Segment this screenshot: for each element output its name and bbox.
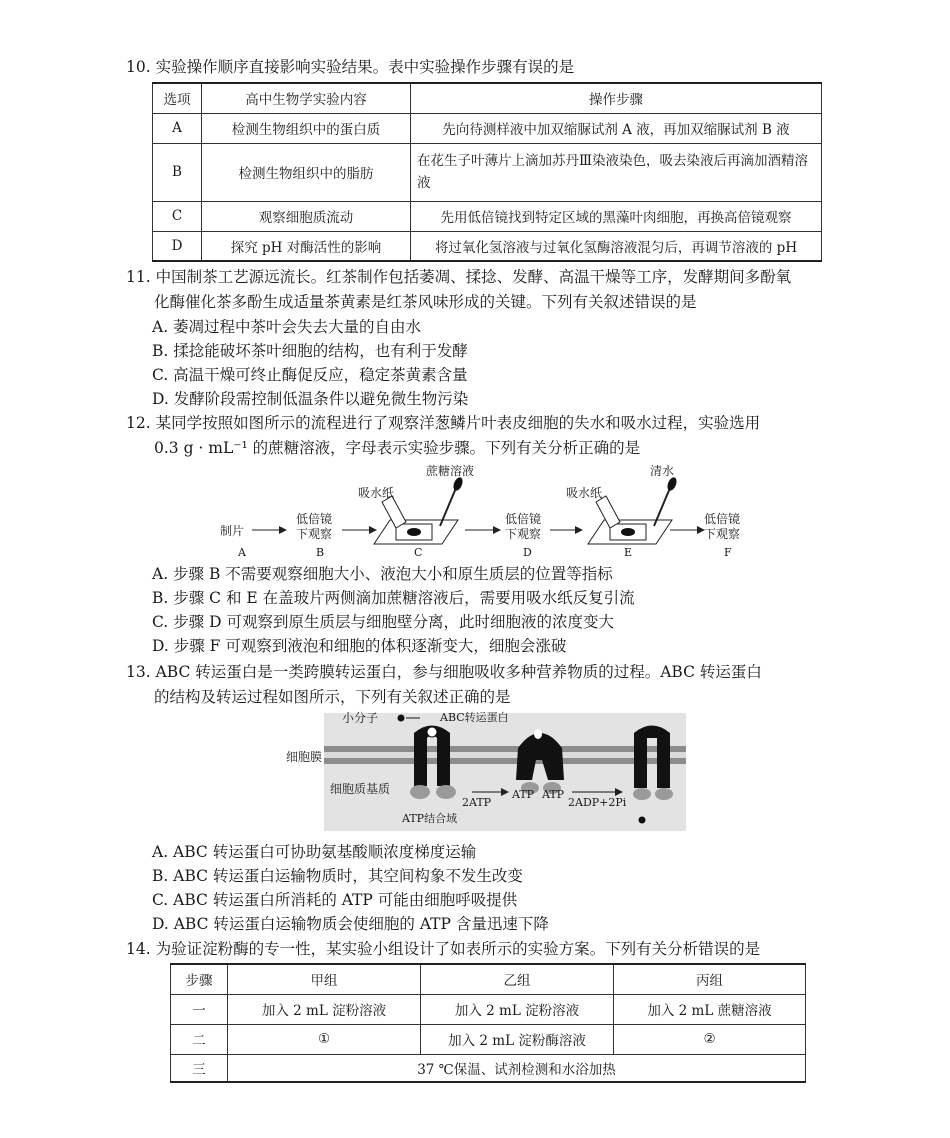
label-lowmag-d: [505, 512, 541, 542]
label-atp-b: ATP: [542, 788, 565, 801]
label-cytoplasm: 细胞质基质: [330, 782, 391, 796]
q10-cell: A: [153, 113, 202, 143]
q14-stem: 14. 为验证淀粉酶的专一性，某实验小组设计了如表所示的实验方案。下列有关分析错误的是: [126, 940, 761, 958]
q11-option-a: A. 萎凋过程中茶叶会失去大量的自由水: [152, 318, 422, 336]
q10-cell: 观察细胞质流动: [202, 201, 411, 231]
q10-cell: 将过氧化氢溶液与过氧化氢酶溶液混匀后，再调节溶液的 pH: [411, 231, 822, 261]
q12-option-d: D. 步骤 F 可观察到液泡和细胞的体积逐渐变大，细胞会涨破: [152, 637, 567, 655]
label-adp-pi: 2ADP+2Pi: [568, 796, 627, 809]
membrane-core: [324, 752, 686, 758]
label-lowmag-d-2: 下观察: [505, 527, 542, 541]
q13-option-a: A. ABC 转运蛋白可协助氨基酸顺浓度梯度运输: [152, 843, 477, 861]
q13-option-c: C. ABC 转运蛋白所消耗的 ATP 可能由细胞呼吸提供: [152, 891, 518, 909]
label-atp-a: ATP: [512, 788, 535, 801]
q14-cell: 37 ℃保温、试剂检测和水浴加热: [228, 1054, 806, 1082]
q14-cell: ①: [228, 1024, 421, 1054]
q10-cell: 探究 pH 对酶活性的影响: [202, 231, 411, 261]
q10-header-steps: 操作步骤: [411, 83, 822, 113]
q11-option-b: B. 揉捻能破坏茶叶细胞的结构，也有利于发酵: [152, 342, 468, 360]
transporter-2-cavity: [534, 729, 542, 739]
q14-cell: 一: [171, 994, 228, 1024]
cell-e: [621, 528, 635, 536]
q12-option-a: A. 步骤 B 不需要观察细胞大小、液泡大小和原生质层的位置等指标: [152, 565, 613, 583]
label-sucrose: 蔗糖溶液: [426, 464, 475, 478]
step-letter-d: D: [523, 546, 532, 559]
label-lowmag-b: [296, 512, 332, 542]
q10-cell: 检测生物组织中的脂肪: [202, 143, 411, 201]
label-cell-membrane: 细胞膜: [286, 750, 323, 764]
q13-abc-svg: [282, 708, 686, 832]
q10-cell: 先向待测样液中加双缩脲试剂 A 液，再加双缩脲试剂 B 液: [411, 113, 822, 143]
atp-binding-domain-1a: [410, 785, 430, 799]
table-row: [153, 113, 822, 143]
q14-cell: 加入 2 mL 蔗糖溶液: [614, 994, 806, 1024]
q10-cell: 先用低倍镜找到特定区域的黑藻叶肉细胞，再换高倍镜观察: [411, 201, 822, 231]
q10-header-option: 选项: [153, 83, 202, 113]
atp-binding-domain-1b: [436, 785, 456, 799]
q14-cell: 加入 2 mL 淀粉溶液: [421, 994, 614, 1024]
q12-flow-svg: [220, 460, 760, 560]
table-row: [171, 1024, 806, 1054]
q10-cell: C: [153, 201, 202, 231]
step-letter-c: C: [414, 546, 423, 559]
q10-cell: D: [153, 231, 202, 261]
q12-option-c: C. 步骤 D 可观察到原生质层与细胞壁分离，此时细胞液的浓度变大: [152, 613, 614, 631]
q10-cell: B: [153, 143, 202, 201]
q13-abc-diagram: [282, 708, 686, 832]
label-2atp: 2ATP: [462, 796, 492, 809]
q14-table: [170, 963, 806, 1083]
q12-flow-diagram: [220, 460, 760, 560]
q12-stem-line2: 0.3 g · mL⁻¹ 的蔗糖溶液，字母表示实验步骤。下列有关分析正确的是: [154, 439, 641, 457]
q13-stem-line1: 13. ABC 转运蛋白是一类跨膜转运蛋白，参与细胞吸收多种营养物质的过程。ABC 转运蛋白: [126, 663, 762, 681]
cell-c: [407, 528, 421, 536]
q13-stem-line2: 的结构及转运过程如图所示，下列有关叙述正确的是: [154, 688, 511, 706]
step-letter-b: B: [316, 546, 325, 559]
atp-binding-domain-3b: [655, 788, 673, 800]
label-lowmag-f-2: 下观察: [704, 527, 741, 541]
membrane-inner-layer: [324, 758, 686, 764]
atp-binding-domain-3a: [633, 788, 651, 800]
label-lowmag-f-1: 低倍镜: [704, 512, 741, 526]
q14-cell: 加入 2 mL 淀粉酶溶液: [421, 1024, 614, 1054]
q10-cell: 在花生子叶薄片上滴加苏丹Ⅲ染液染色，吸去染液后再滴加酒精溶液: [411, 143, 822, 201]
table-row: [171, 1054, 806, 1082]
q11-stem-line1: 11. 中国制茶工艺源远流长。红茶制作包括萎凋、揉捻、发酵、高温干燥等工序，发酵期间多酚氧: [126, 268, 792, 286]
label-absorbent-e: 吸水纸: [566, 486, 603, 500]
table-row: [171, 994, 806, 1024]
q14-cell: 三: [171, 1054, 228, 1082]
bound-small-molecule: [427, 727, 437, 737]
q14-cell: ②: [614, 1024, 806, 1054]
q14-header-jia: 甲组: [228, 964, 421, 994]
membrane-outer-layer: [324, 746, 686, 752]
q11-option-c: C. 高温干燥可终止酶促反应，稳定茶黄素含量: [152, 366, 468, 384]
label-absorbent-c: 吸水纸: [358, 486, 395, 500]
q10-stem: 10. 实验操作顺序直接影响实验结果。表中实验操作步骤有误的是: [126, 58, 575, 76]
label-small-molecule: 小分子: [342, 711, 379, 725]
free-small-molecule: [398, 715, 405, 722]
q14-cell: 加入 2 mL 淀粉溶液: [228, 994, 421, 1024]
q12-option-b: B. 步骤 C 和 E 在盖玻片两侧滴加蔗糖溶液后，需要用吸水纸反复引流: [152, 589, 635, 607]
table-row: [153, 231, 822, 261]
label-lowmag-b-2: 下观察: [296, 527, 333, 541]
table-row: [153, 143, 822, 201]
q11-stem-line2: 化酶催化茶多酚生成适量茶黄素是红茶风味形成的关键。下列有关叙述错误的是: [154, 293, 697, 311]
label-lowmag-f: [704, 512, 740, 542]
q13-option-d: D. ABC 转运蛋白运输物质会使细胞的 ATP 含量迅速下降: [152, 915, 549, 933]
q12-stem-line1: 12. 某同学按照如图所示的流程进行了观察洋葱鳞片叶表皮细胞的失水和吸水过程，实验选用: [126, 414, 761, 432]
q10-cell: 检测生物组织中的蛋白质: [202, 113, 411, 143]
q10-header-content: 高中生物学实验内容: [202, 83, 411, 113]
label-atp-domain: ATP结合域: [402, 812, 458, 825]
label-abc-transporter: ABC转运蛋白: [440, 711, 509, 724]
diagram-background: [324, 713, 686, 831]
released-small-molecule: [639, 817, 646, 824]
label-zhipian: 制片: [220, 524, 245, 538]
label-water: 清水: [650, 464, 675, 478]
q14-header-bing: 丙组: [614, 964, 806, 994]
label-lowmag-d-1: 低倍镜: [505, 512, 542, 526]
q11-option-d: D. 发酵阶段需控制低温条件以避免微生物污染: [152, 390, 469, 408]
q14-header-step: 步骤: [171, 964, 228, 994]
q13-option-b: B. ABC 转运蛋白运输物质时，其空间构象不发生改变: [152, 867, 523, 885]
step-letter-a: A: [238, 546, 246, 559]
q10-table: [152, 82, 822, 262]
q14-header-yi: 乙组: [421, 964, 614, 994]
step-letter-f: F: [724, 546, 732, 559]
q14-cell: 二: [171, 1024, 228, 1054]
table-row: [153, 201, 822, 231]
step-letter-e: E: [624, 546, 633, 559]
label-lowmag-b-1: 低倍镜: [296, 512, 333, 526]
